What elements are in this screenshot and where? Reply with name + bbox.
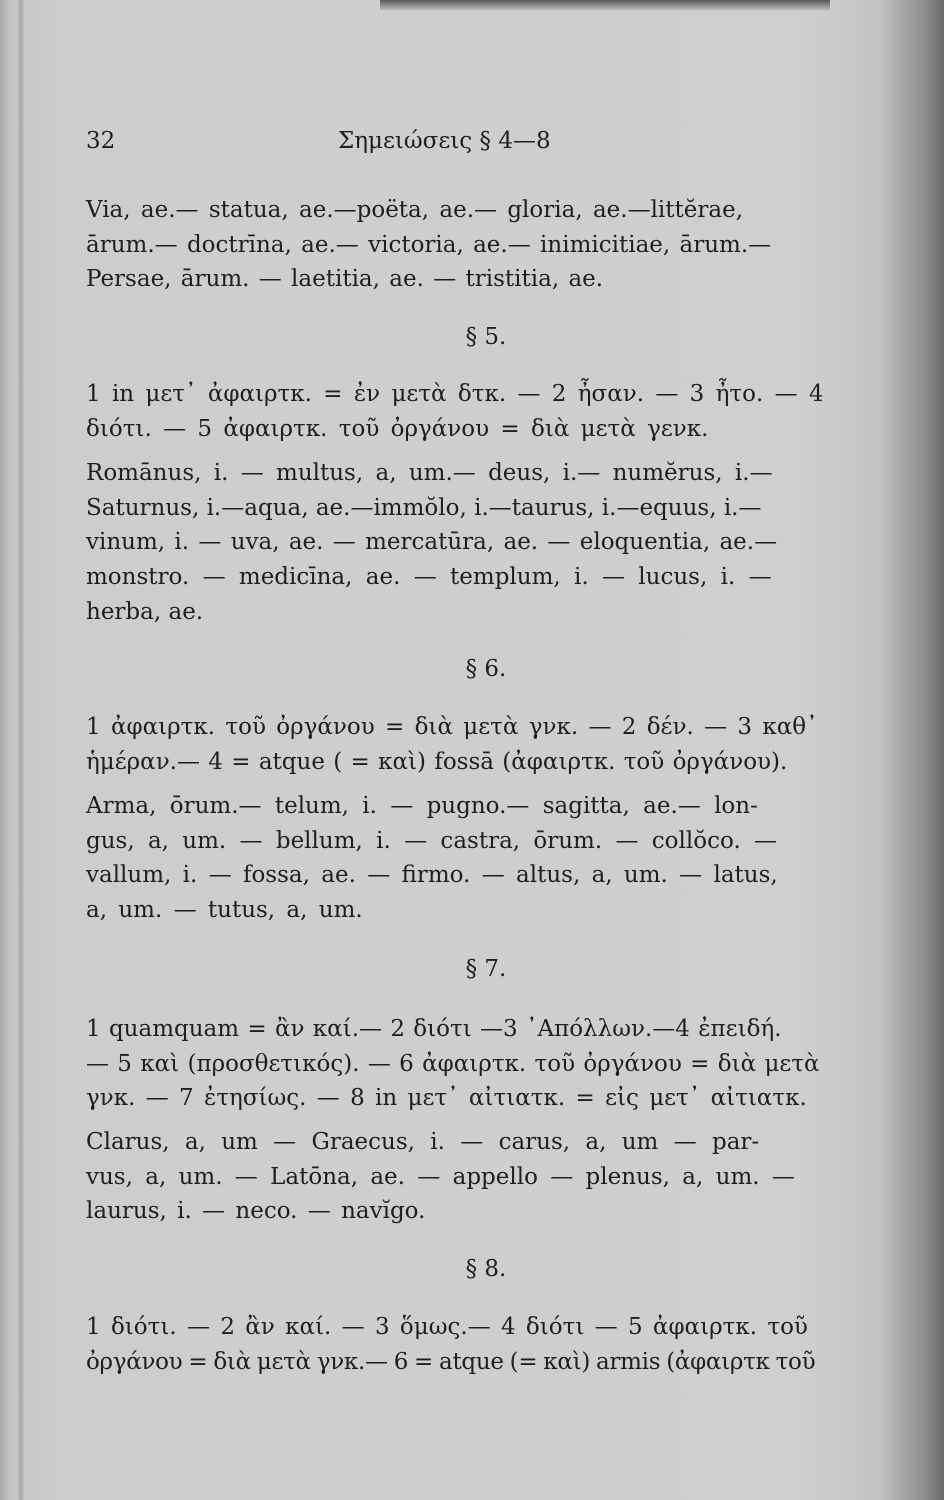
text-line: a, um. — tutus, a, um. (86, 897, 363, 924)
section-heading-6 (86, 656, 846, 682)
vocabulary-paragraph-5 (86, 456, 846, 630)
notes-paragraph-5 (86, 377, 846, 446)
text-line: Romānus, i. — multus, a, um.— deus, i.— numĕrus, i.— (86, 460, 773, 486)
text-line: 1 in μετ᾽ ἀφαιρτκ. = ἐν μετὰ δτκ. — 2 ἦσαν. — 3 ἦτο. — 4 (86, 381, 824, 407)
page-header (86, 128, 846, 162)
text-line: ὀργάνου = διὰ μετὰ γνκ.— 6 = atque (= καὶ) armis (ἀφαιρτκ τοῦ (86, 1348, 816, 1375)
text-line: vus, a, um. — Latōna, ae. — appello — plenus, a, um. — (86, 1163, 795, 1190)
notes-paragraph-8 (86, 1310, 846, 1379)
text-line: διότι. — 5 ἀφαιρτκ. τοῦ ὀργάνου = διὰ μετὰ γενκ. (86, 415, 709, 442)
section-heading-label: § 5. (465, 324, 507, 350)
text-line: laurus, i. — neco. — navĭgo. (86, 1198, 426, 1225)
text-line: Saturnus, i.—aqua, ae.—immŏlo, i.—taurus, i.—equus, i.— (86, 494, 762, 521)
text-line: Via, ae.— statua, ae.—poëta, ae.— gloria, ae.—littĕrae, (86, 197, 744, 223)
text-line: Clarus, a, um — Graecus, i. — carus, a, um — par- (86, 1129, 760, 1155)
notes-paragraph-7 (86, 1012, 846, 1116)
text-line: monstro. — medicīna, ae. — templum, i. — lucus, i. — (86, 564, 772, 591)
text-line: — 5 καὶ (προσθετικός). — 6 ἀφαιρτκ. τοῦ ὀργάνου = διὰ μετὰ (86, 1050, 820, 1077)
text-line: Persae, ārum. — laetitia, ae. — tristitia, ae. (86, 266, 604, 293)
vocabulary-paragraph-6 (86, 789, 846, 928)
text-line: 1 διότι. — 2 ἂν καί. — 3 ὅμως.— 4 διότι — 5 ἀφαιρτκ. τοῦ (86, 1314, 808, 1340)
page-number: 32 (86, 128, 116, 154)
section-heading-7 (86, 956, 846, 982)
section-heading-8 (86, 1256, 846, 1282)
section-heading-label: § 6. (465, 656, 507, 682)
vocabulary-paragraph-7 (86, 1125, 846, 1229)
section-heading-5 (86, 324, 846, 350)
page-gutter (18, 0, 24, 1500)
text-line: gus, a, um. — bellum, i. — castra, ōrum. — collŏco. — (86, 827, 778, 854)
text-line: vinum, i. — uva, ae. — mercatūra, ae. — eloquentia, ae.— (86, 529, 778, 556)
section-heading-label: § 8. (465, 1256, 507, 1282)
text-line: ārum.— doctrīna, ae.— victoria, ae.— inimicitiae, ārum.— (86, 231, 772, 258)
scan-edge (380, 0, 830, 10)
text-line: γνκ. — 7 ἐτησίως. — 8 in μετ᾽ αἰτιατκ. = εἰς μετ᾽ αἰτιατκ. (86, 1085, 807, 1112)
text-line: vallum, i. — fossa, ae. — firmo. — altus, a, um. — latus, (86, 862, 778, 889)
notes-paragraph-6 (86, 710, 846, 779)
section-heading-label: § 7. (465, 956, 507, 982)
running-head: Σημειώσεις § 4—8 (338, 128, 551, 154)
text-line: 1 ἀφαιρτκ. τοῦ ὀργάνου = διὰ μετὰ γνκ. — 2 δέν. — 3 καθ᾽ (86, 714, 818, 740)
text-line: herba, ae. (86, 598, 204, 625)
text-line: ἡμέραν.— 4 = atque ( = καὶ) fossā (ἀφαιρτκ. τοῦ ὀργάνου). (86, 748, 788, 775)
text-line: Arma, ōrum.— telum, i. — pugno.— sagitta, ae.— lon- (86, 793, 758, 819)
text-line: 1 quamquam = ἂν καί.— 2 διότι —3 ᾿Απόλλων.—4 ἐπειδή. (86, 1016, 782, 1042)
vocabulary-paragraph-4 (86, 193, 846, 297)
